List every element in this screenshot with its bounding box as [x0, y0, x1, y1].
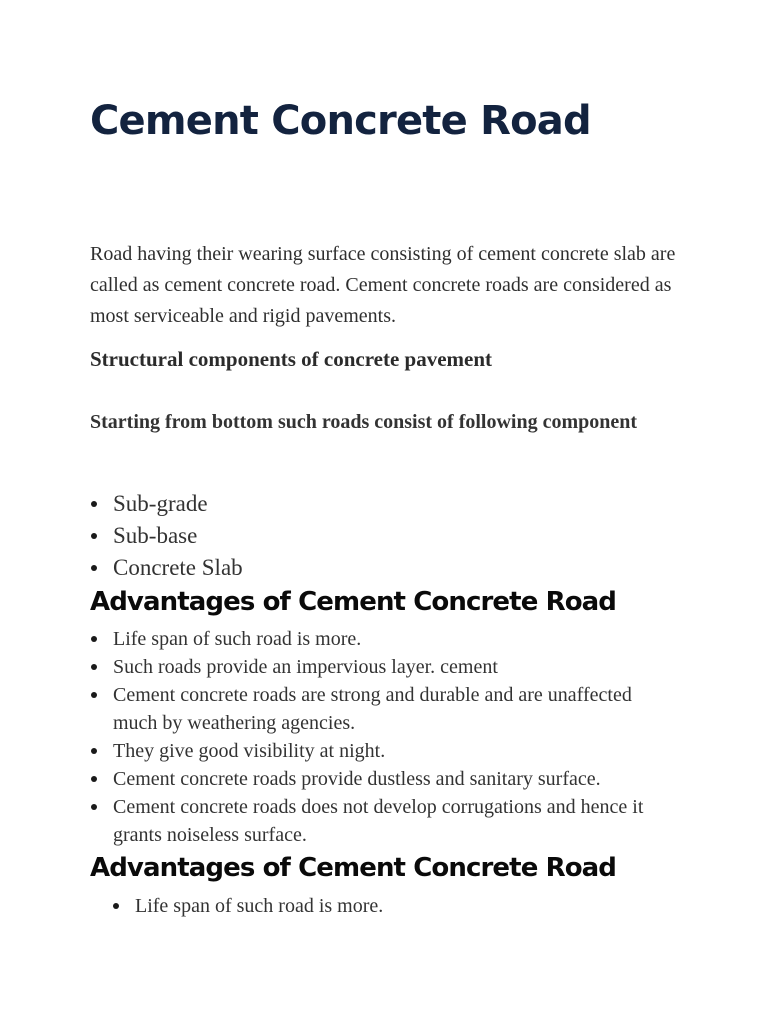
list-item: Life span of such road is more.	[112, 892, 672, 920]
components-list	[90, 488, 690, 584]
starting-text: Starting from bottom such roads consist of following component	[90, 411, 638, 433]
list-item: Cement concrete roads are strong and durable and are unaffected much by weathering agencies.	[90, 681, 665, 737]
list-item: Concrete Slab	[90, 552, 690, 584]
list-item: Sub-grade	[90, 488, 690, 520]
advantages-list	[90, 625, 665, 849]
structural-components-heading: Structural components of concrete pavement	[90, 347, 493, 371]
intro-paragraph: Road having their wearing surface consisting of cement concrete slab are called as cement concrete road. Cement concrete roads are considered as most serviceable and rigid pavements.	[90, 243, 676, 327]
list-item: Life span of such road is more.	[90, 625, 665, 653]
list-item: They give good visibility at night.	[90, 737, 665, 765]
advantages-heading: Advantages of Cement Concrete Road	[90, 587, 617, 617]
advantages-heading-2: Advantages of Cement Concrete Road	[90, 853, 617, 883]
list-item: Cement concrete roads does not develop corrugations and hence it grants noiseless surface.	[90, 793, 665, 849]
list-item: Cement concrete roads provide dustless and sanitary surface.	[90, 765, 665, 793]
list-item: Such roads provide an impervious layer. cement	[90, 653, 665, 681]
page-title: Cement Concrete Road	[90, 98, 591, 144]
advantages-list-2	[112, 892, 672, 920]
list-item: Sub-base	[90, 520, 690, 552]
